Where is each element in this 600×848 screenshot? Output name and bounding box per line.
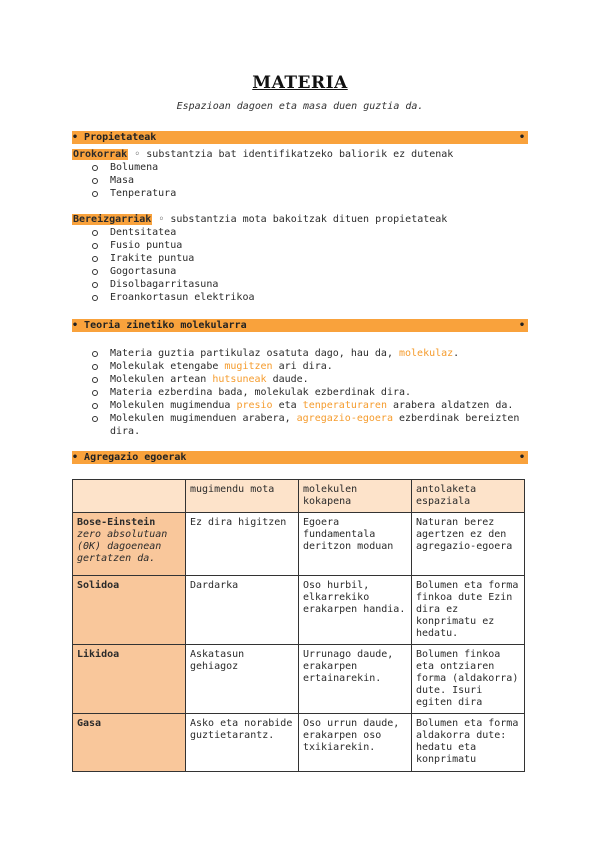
list-item: Molekulak etengabe mugitzen ari dira. [90,360,530,373]
table-cell: Oso urrun daude, erakarpen oso txikiarekin. [299,714,412,772]
specific-properties-list [90,226,255,304]
small-circle-icon: ◦ [158,214,165,225]
table-cell: Egoera fundamentala deritzon moduan [299,513,412,576]
list-item: Molekulen artean hutsuneak daude. [90,373,530,386]
table-row [73,645,525,714]
column-header: molekulen kokapena [299,480,412,513]
list-item: Molekulen mugimendua presio eta tenperaturaren arabera aldatzen da. [90,399,530,412]
list-item: Molekulen mugimenduen arabera, agregazio-egoera ezberdinak bereizten dira. [90,412,530,438]
specific-definition [72,213,447,226]
general-description: substantzia bat identifikatzeko baliorik ez dutenak [146,149,454,160]
list-item: Irakite puntua [90,252,255,265]
band-dot: • [518,132,525,143]
table-row [73,576,525,645]
table-cell: Bolumen eta forma aldakorra dute: hedatu eta konprimatu [412,714,525,772]
table-row [73,513,525,576]
table-cell: Urrunago daude, erakarpen ertainarekin. [299,645,412,714]
states-table [72,479,525,772]
list-item: Tenperatura [90,187,176,200]
table-cell: Bolumen eta forma finkoa dute Ezin dira ez konprimatu ez hedatu. [412,576,525,645]
table-cell: Bolumen finkoa eta ontziaren forma (aldakorra) dute. Isuri egiten dira [412,645,525,714]
term-orokorrak: Orokorrak [73,149,128,160]
band-dot: • [518,452,525,463]
section-band-agregazio: • Agregazio egoerak • [72,451,528,464]
section-heading: Teoria zinetiko molekularra [84,320,247,331]
term-bereizgarriak: Bereizgarriak [73,214,152,225]
table-header-row [73,480,525,513]
section-band-propietateak: • Propietateak • [72,131,528,144]
list-item: Materia ezberdina bada, molekulak ezberdinak dira. [90,386,530,399]
table-cell: Ez dira higitzen [186,513,299,576]
list-item: Materia guztia partikulaz osatuta dago, hau da, molekulaz. [90,347,530,360]
general-properties-list [90,161,176,200]
list-item: Eroankortasun elektrikoa [90,291,255,304]
specific-description: substantzia mota bakoitzak dituen propietateak [170,214,448,225]
table-corner-cell [73,480,186,513]
table-cell: Oso hurbil, elkarrekiko erakarpen handia. [299,576,412,645]
list-item: Bolumena [90,161,176,174]
small-circle-icon: ◦ [134,149,141,160]
table-cell: Askatasun gehiagoz [186,645,299,714]
list-item: Fusio puntua [90,239,255,252]
general-definition [72,148,453,161]
list-item: Disolbagarritasuna [90,278,255,291]
band-dot: • [518,320,525,331]
section-heading: Propietateak [84,132,157,143]
section-band-teoria: • Teoria zinetiko molekularra • [72,319,528,332]
row-header: Bose-Einstein zero absolutuan (0K) dagoenean gertatzen da. [73,513,186,576]
list-item: Gogortasuna [90,265,255,278]
list-item: Masa [90,174,176,187]
table-row [73,714,525,772]
section-heading: Agregazio egoerak [84,452,187,463]
list-item: Dentsitatea [90,226,255,239]
table-cell: Naturan berez agertzen ez den agregazio-egoera [412,513,525,576]
table-cell: Dardarka [186,576,299,645]
page-subtitle: Espazioan dagoen eta masa duen guztia da. [176,101,424,112]
row-header: Gasa [73,714,186,772]
column-header: antolaketa espaziala [412,480,525,513]
column-header: mugimendu mota [186,480,299,513]
row-header: Likidoa [73,645,186,714]
row-header: Solidoa [73,576,186,645]
page-title: MATERIA [252,73,348,93]
theory-bullets [90,347,530,438]
table-cell: Asko eta norabide guztietarantz. [186,714,299,772]
